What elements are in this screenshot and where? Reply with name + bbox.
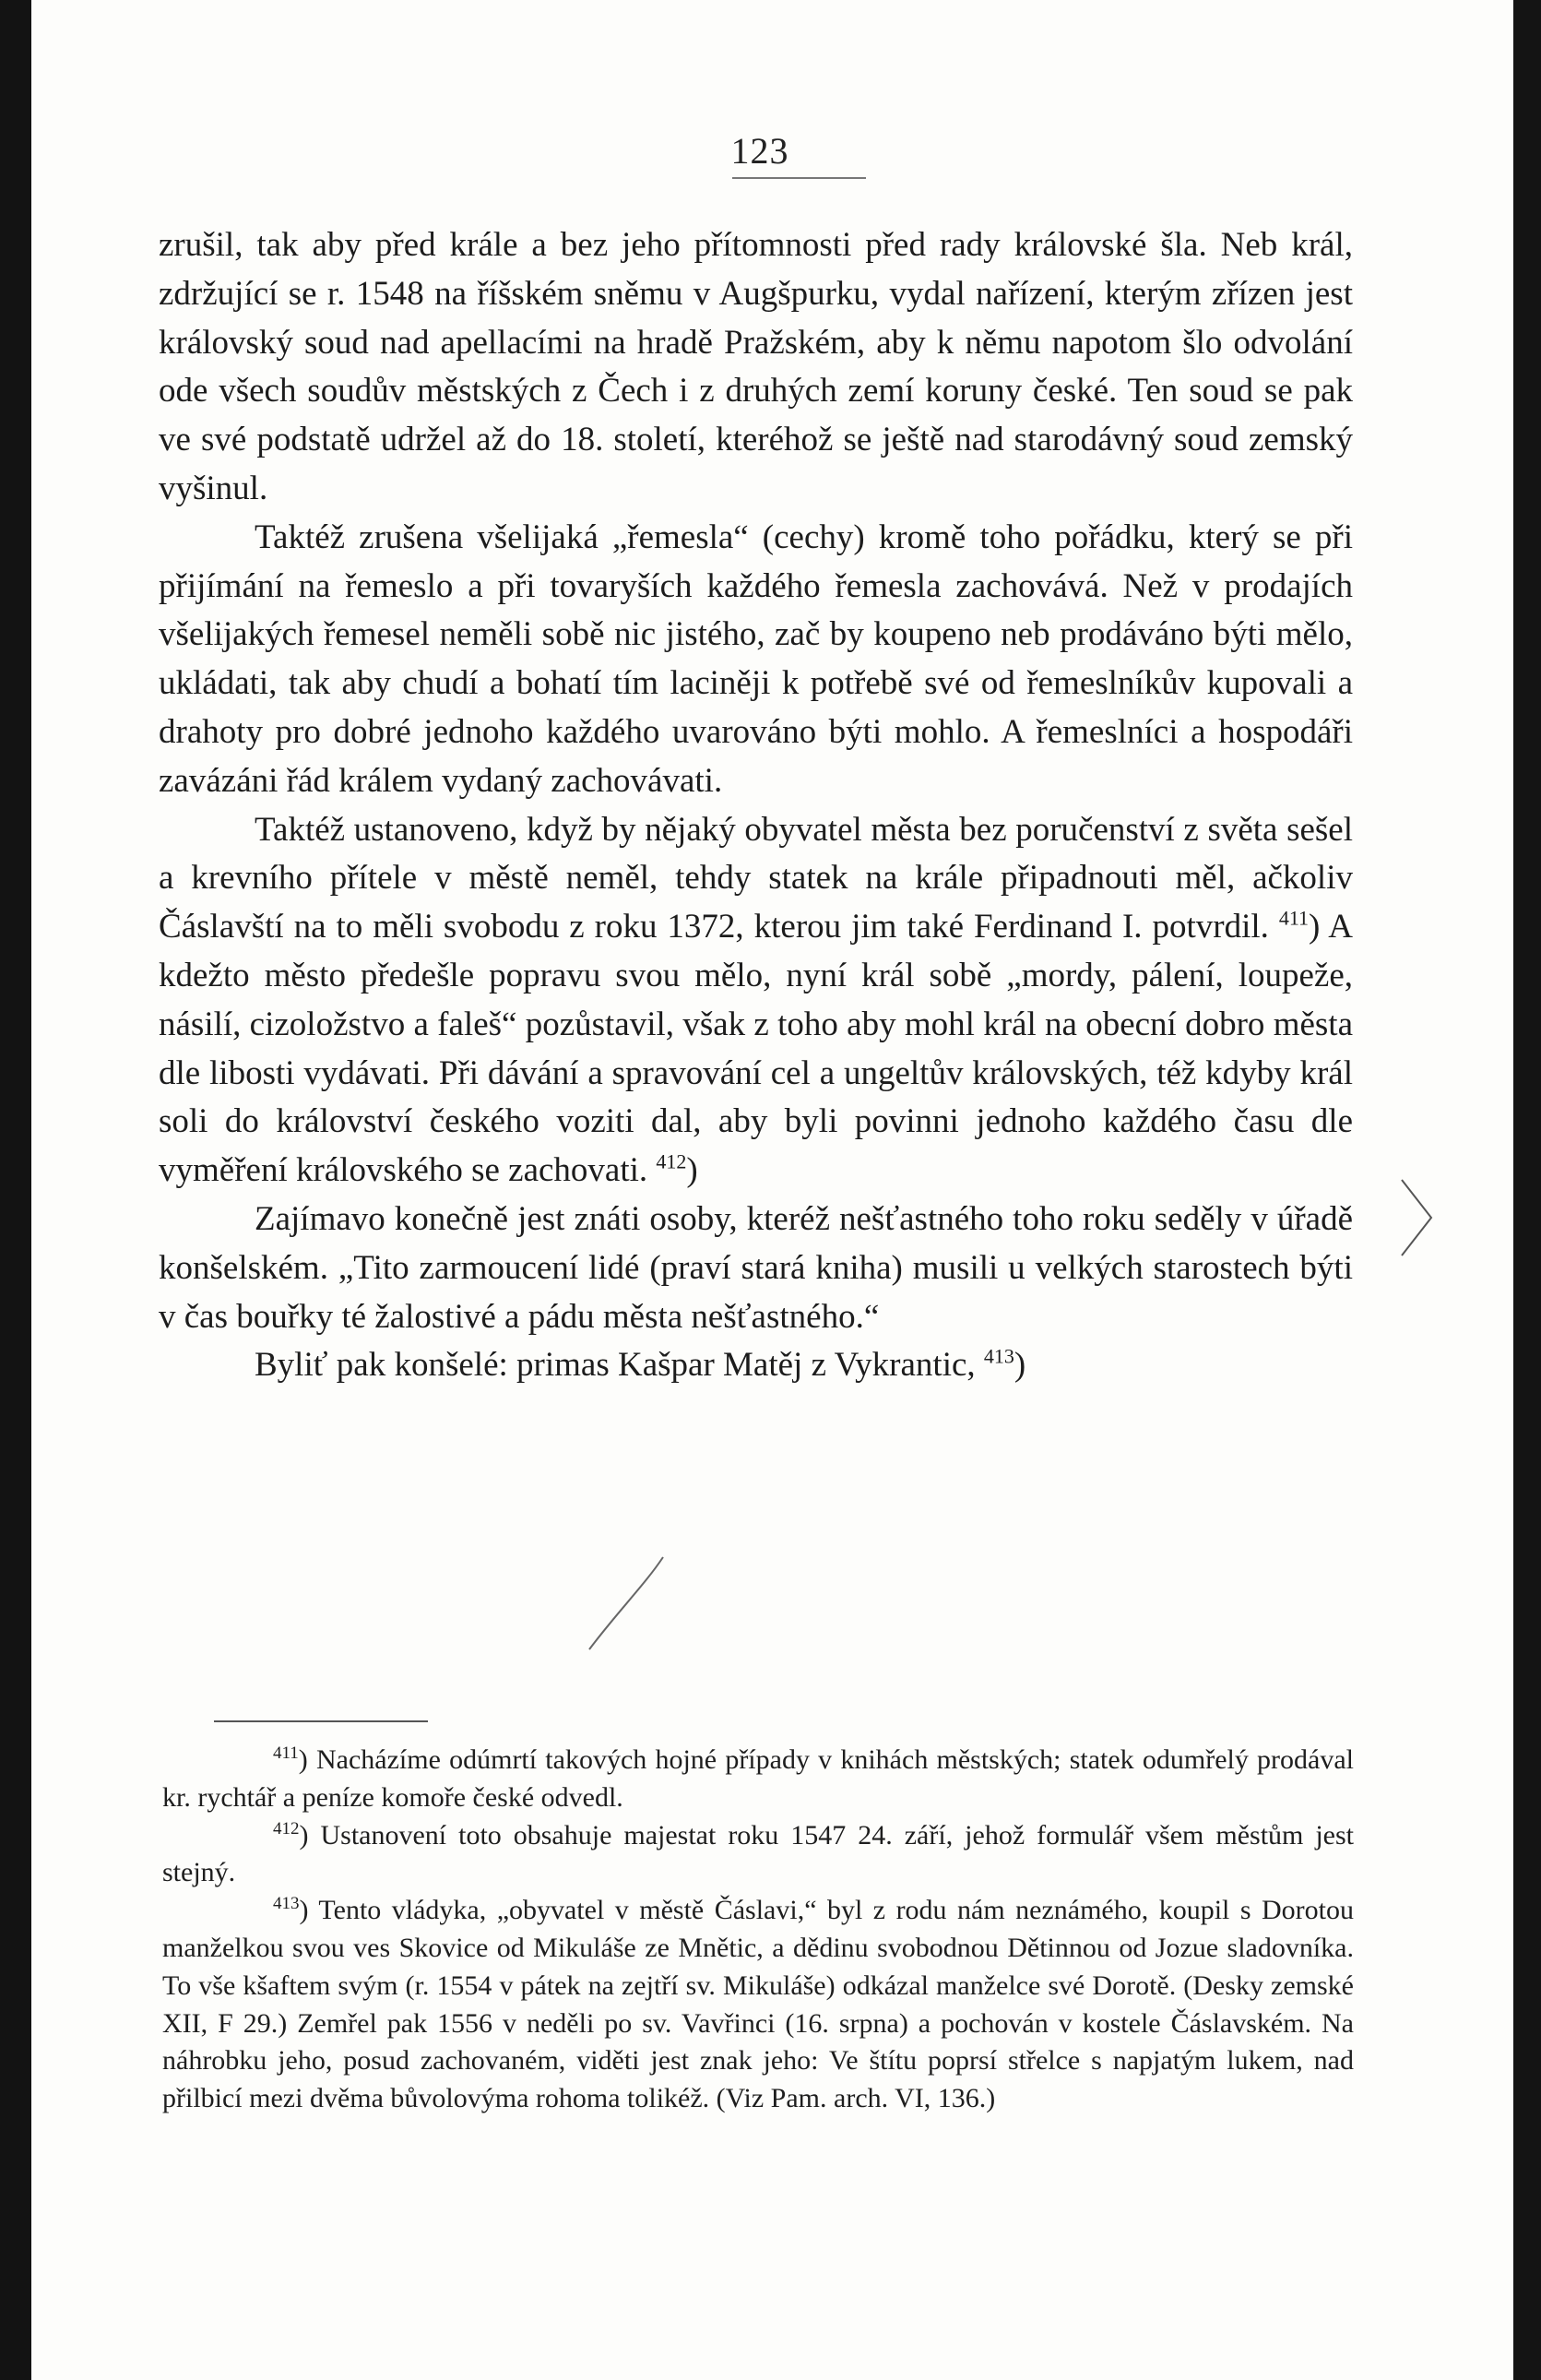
paragraph-4 <box>159 1196 1353 1341</box>
footnote-ref-413: 413 <box>983 1345 1014 1368</box>
footnote-413-mark: 413 <box>273 1894 300 1914</box>
paragraph-5: Byliť pak konšelé: primas Kašpar Matěj z Vykrantic, $^{413}$) <box>255 1345 1026 1385</box>
paragraph-2-text: Taktéž zrušena všelijaká „řemesla“ (cechy) kromě toho pořádku, který se při přijímání na řemeslo a při tovaryších každého řemesla zachovává. Než v prodajích všelijakých řemesel neměli sobě nic jistého, zač by koupeno neb prodáváno býti mělo, ukládati, tak aby chudí a bohatí tím laciněji k potřebě své od řemeslníkův kupovali a drahoty pro dobré jednoho každého uvarováno býti mohlo. A řemeslníci a hospodáři zavázáni řád králem vydaný zachovávati. <box>159 518 1353 800</box>
footnote-412-text: Ustanovení toto obsahuje majestat roku 1547 24. září, jehož formulář všem městům jest stejný. <box>162 1819 1354 1888</box>
paragraph-3-text: Taktéž ustanoveno, když by nějaký obyvatel města bez poručenství z světa sešel a krevního přítele v městě neměl, tehdy statek na krále připadnouti měl, ačkoliv Čáslavští na to měli svobodu z roku 1372, kterou jim také Ferdinand I. potvrdil. <box>159 810 1353 946</box>
page-number-rule <box>732 177 866 179</box>
paragraph-3: Taktéž ustanoveno, když by nějaký obyvatel města bez poručenství z světa sešel a krevního přítele v městě neměl, tehdy statek na krále připadnouti měl, ačkoliv Čáslavští na to měli svobodu z roku 1372, kterou jim také Ferdinand I. potvrdil. $^{411}$) A kdežto město předešle popravu svou mělo, nyní král sobě „mordy, pálení, loupeže, násilí, cizoložstvo a faleš“ pozůstavil, však z toho aby mohl král na obecní dobro města dle libosti vydávati. Při dávání a spravování cel a ungeltův královských, též kdyby král soli do království českého voziti dal, aby byli povinni jednoho každého času dle vyměření královského se zachovati. $^{412}$) <box>159 810 1353 1190</box>
paragraph-2 <box>159 514 1353 806</box>
paragraph-1 <box>159 221 1353 514</box>
footnote-412-mark: 412 <box>273 1818 300 1839</box>
footnote-413: $^{413}$) Tento vládyka, „obyvatel v městě Čáslavi,“ byl z rodu nám neznámého, koupil s Dorotou manželkou svou ves Skovice od Mikuláše ze Mnětic, a dědinu svobodnou Dětinnou od Jozue sladovníka. To vše kšaftem svým (r. 1554 v pátek na zejtří sv. Mikuláše) odkázal manželce své Dorotě. (Desky zemské XII, F 29.) Zemřel pak 1556 v neděli po sv. Vavřinci (16. srpna) a pochován v kostele Čáslavském. Na náhrobku jeho, posud zachovaném, viděti jest znak jeho: Ve štítu poprsí střelce s napjatým lukem, nad přilbicí mezi dvěma bůvolovýma rohoma tolikéž. (Viz Pam. arch. VI, 136.) <box>162 1894 1354 2114</box>
margin-chevron-mark <box>1398 1176 1435 1259</box>
footnote-separator <box>214 1720 428 1722</box>
pencil-annotation-mark <box>562 1548 672 1659</box>
footnotes <box>162 1742 1354 2118</box>
paragraph-4-text: Zajímavo konečně jest znáti osoby, kteréž nešťastného toho roku seděly v úřadě konšelském. „Tito zarmoucení lidé (praví stará kniha) musili u velkých starostech býti v čas bouřky té žalostivé a pádu města nešťastného.“ <box>159 1199 1353 1336</box>
footnote-412: $^{412}$) Ustanovení toto obsahuje majestat roku 1547 24. září, jehož formulář všem městům jest stejný. <box>162 1818 1354 1888</box>
paragraph-5-text: Byliť pak konšelé: primas Kašpar Matěj z Vykrantic, <box>255 1346 976 1385</box>
footnote-ref-411: 411 <box>1278 906 1310 930</box>
paragraph-3b-text: A kdežto město předešle popravu svou mělo, nyní král sobě „mordy, pálení, loupeže, násilí, cizoložstvo a faleš“ pozůstavil, však z toho aby mohl král na obecní dobro města dle libosti vydávati. Při dávání a spravování cel a ungeltův královských, též kdyby král soli do království českého voziti dal, aby byli povinni jednoho každého času dle vyměření královského se zachovati. <box>159 908 1353 1190</box>
book-page <box>31 0 1513 2380</box>
footnote-413-text: Tento vládyka, „obyvatel v městě Čáslavi,“ byl z rodu nám neznámého, koupil s Dorotou manželkou svou ves Skovice od Mikuláše ze Mnětic, a dědinu svobodnou Dětinnou od Jozue sladovníka. To vše kšaftem svým (r. 1554 v pátek na zejtří sv. Mikuláše) odkázal manželce své Dorotě. (Desky zemské XII, F 29.) Zemřel pak 1556 v neděli po sv. Vavřinci (16. srpna) a pochován v kostele Čáslavském. Na náhrobku jeho, posud zachovaném, viděti jest znak jeho: Ve štítu poprsí střelce s napjatým lukem, nad přilbicí mezi dvěma bůvolovýma rohoma tolikéž. (Viz Pam. arch. VI, 136.) <box>162 1895 1354 2114</box>
footnote-411: $^{411}$) Nacházíme odúmrtí takových hojné případy v knihách městských; statek odumřelý prodával kr. rychtář a peníze komoře české odvedl. <box>162 1743 1354 1813</box>
body-text <box>159 221 1353 1390</box>
footnote-411-text: Nacházíme odúmrtí takových hojné případy v knihách městských; statek odumřelý prodával kr. rychtář a peníze komoře české odvedl. <box>162 1744 1354 1813</box>
scan-edge-left <box>0 0 31 2380</box>
page-number: 123 <box>730 130 789 172</box>
footnote-ref-412: 412 <box>656 1149 687 1173</box>
scan-edge-right <box>1513 0 1541 2380</box>
paragraph-1-text: zrušil, tak aby před krále a bez jeho přítomnosti před rady královské šla. Neb král, zdržující se r. 1548 na říšském sněmu v Augšpurku, vydal nařízení, kterým zřízen jest královský soud nad apellacími na hradě Pražském, aby k němu napotom šlo odvolání ode všech soudův městských z Čech i z druhých zemí koruny české. Ten soud se pak ve své podstatě udržel až do 18. století, kteréhož se ještě nad starodávný soud zemský vyšinul. <box>159 226 1353 507</box>
footnote-411-mark: 411 <box>273 1743 299 1763</box>
